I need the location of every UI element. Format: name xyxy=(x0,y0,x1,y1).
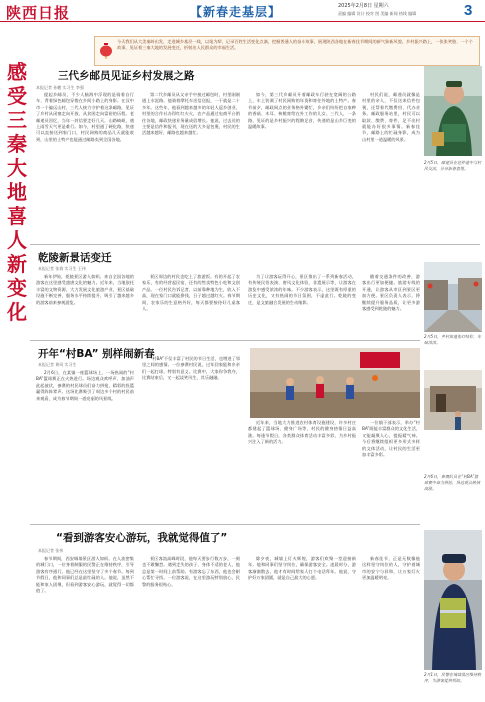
police-officer-photo xyxy=(424,530,482,670)
article2-col3-text: 为了让游客玩得开心，景区推出了一系列新春活动，有传统民俗表演、唐风文化体验、非遗展示等，让游客在游览中感受浓浓的年味。不少游客表示，这里既有厚重的历史文化，又有热闹的节日氛围，不虚此行。乾陵的变迁，是文旅融合发展的生动缩影。 xyxy=(248,274,356,305)
vertical-title-text: 感 受 三 秦 大 地 喜 人 新 变 化 xyxy=(7,60,27,324)
article3-col2 xyxy=(142,356,240,520)
village-street-photo xyxy=(424,262,482,332)
article2-col1-text: 新年伊始，乾陵景区游人如织。来自全国各地的游客在这里感受盛唐文化的魅力。近年来，当地依托丰富的文物资源，大力发展文化旅游产业，景区基础设施不断完善，服务水平持续提升，吸引了越来越多的游客前来参观游览。 xyxy=(36,274,134,305)
article3-photo-caption: 2月6日，参赛队员在“村BA”篮球赛中奋力拼抢，场边观众热情高涨。 xyxy=(424,474,480,491)
article2-col3 xyxy=(248,274,356,338)
basketball-game-image xyxy=(250,348,420,418)
intro-box xyxy=(94,36,480,66)
article4-col2 xyxy=(142,556,240,696)
article3-col2-text: “村BA”不仅丰富了村民的节日生活，也增进了邻里之间的感情。一位参赛村民说，过年回家能和乡亲们一起打球，特别有意义。比赛中，大家你争我夺，比赛结束后，又一起谈笑风生，其乐融融。 xyxy=(142,356,240,381)
section-divider xyxy=(30,340,420,341)
vertical-page-title xyxy=(4,60,30,324)
article2-col4-text: 随着交通条件的改善，游客出行更加便捷。旅游专线的开通，让游客从市区到景区更加方便。景区负责人表示，将继续提升服务品质，让更多游客感受到乾陵的魅力。 xyxy=(362,274,420,312)
article3-byline: 本报记者 黄珂 实习生 xyxy=(38,362,77,367)
article4-headline: “看到游客安心游玩，我就觉得值了” xyxy=(56,532,228,544)
article4-col4 xyxy=(362,556,420,696)
article3-col4 xyxy=(362,420,420,520)
article1-col1 xyxy=(36,92,134,240)
article1-col3-text: 如今，第三代乡邮员开着邮政车行驶在宽阔的公路上，车上装满了村民网购的年货和寄往外地的土特产。春节前夕，邮政网点的业务格外繁忙，乡亲们纷纷把自家种的香菇、木耳、核桃寄给在外工作的儿女。三代人，一条路，见证的是乡村振兴的铿锵足音，传递的是山乡巨变的温暖故事。 xyxy=(248,92,356,130)
article1-col2 xyxy=(142,92,240,240)
article1-photo-caption: 2月5日，邮递员在送件途中与村民交流，分享新春喜悦。 xyxy=(424,160,482,171)
intro-text: 今天我们从大美秦岭出发，走进城乡基层一线，以笔为犁，记录百姓生活变化点滴，挖掘普通人的奋斗故事，展现陕西各地在新春佳节期间的新气象新风貌。乡村振兴路上，一张张笑脸、一个个故事，见证着三秦大地的发展变迁，折射出人民群众的幸福生活。 xyxy=(117,39,473,51)
article2-col2 xyxy=(142,274,240,338)
postman-photo xyxy=(424,66,482,156)
article1-col4 xyxy=(362,92,420,240)
article1-headline: 三代乡邮员见证乡村发展之路 xyxy=(58,70,195,82)
article3-col3-text: 近年来，当地大力推进农村体育设施建设，许多村庄都建起了篮球场、健身广场等，村民的健身热情日益高涨。每逢节假日，各类群众体育活动丰富多彩，为乡村振兴注入了新的活力。 xyxy=(248,420,356,445)
article1-byline: 本报记者 孙鹏 实习生 李强 xyxy=(36,85,84,90)
article4-byline: 本报记者 张伟 xyxy=(38,548,64,553)
page-number: 3 xyxy=(464,2,473,19)
article4-col3-text: 除夕夜，城墙上灯火辉煌，游客们欢聚一堂迎接新年。他和同事们坚守岗位，确保游客安全。凌晨时分，游客渐渐散去，他才有时间给家人打个电话拜年。他说，守护好万家团圆，就是自己最大的心愿。 xyxy=(248,556,356,581)
article3-col1 xyxy=(36,370,134,520)
masthead xyxy=(0,0,485,22)
editor-line: 责编 编辑 设计 校对 图 美编 新闻 热线 编辑 xyxy=(338,11,417,16)
article1-col4-text: 村民们说，邮递员就像是村里的亲人，不仅送来信件包裹，还帮着代缴费用、代办业务。邮政服务站里，村民可以取款、缴费、寄件，足不出村就能办好很多事情。新春佳节，邮路上的忙碌身影，成为山村里一道温暖的风景。 xyxy=(362,92,420,142)
article4-col2-text: 景区客流高峰时段，他每天要步行数万步，一刻也不敢懈怠。遇到走失的孩子、身体不适的老人，他总是第一时间上前帮助。有游客忘了东西，他也会耐心帮忙寻找。一位游客说，在这里游玩特别放心，民警的服务很贴心。 xyxy=(142,556,240,587)
article2-byline: 本报记者 张倩 实习生 王伟 xyxy=(38,266,86,271)
lantern-icon xyxy=(99,43,113,59)
section-title: 【新春走基层】 xyxy=(190,5,282,19)
article3-headline: 开年“村BA” 别样闹新春 xyxy=(38,348,155,360)
article1-col3 xyxy=(248,92,356,240)
article1-col1-text: 提起乡邮员，不少人脑海中浮现的是骑着自行车、背着绿色邮包穿梭在乡间小路上的身影。在汉中市一个偏远山村，三代人接力守护着这条邮路，见证了乡村从闭塞走向开放、从贫困走向富裕的历程。老邮递员回忆，当年一封信要走好几天，山路崎岖，遇上雨雪天气更是难行。如今，村里通了硬化路，快递可以直接送到家门口，村民网购的商品几天就能收到，山里的土特产也能通过邮路卖到全国各地。 xyxy=(36,92,134,142)
article3-col4-text: 一位镇干部表示，举办“村BA”既能丰富群众的文化生活，又能凝聚人心，提振精气神。今后将继续组织更多形式多样的文体活动，让村民的生活更加丰富多彩。 xyxy=(362,420,420,458)
article1-col2-text: 第二代乡邮员从父亲手中接过邮包时，村里刚刚通上水泥路。他骑着摩托车送信送报，一干就是二十多年。这些年，他看到越来越多的年轻人返乡创业，村里的合作社办得红红火火，农产品通过电商平台销往各地，邮政快递业务量成倍增长。他说，过去送的主要是信件和报刊，现在送的大多是包裹，村民的生活越来越好，邮路也越来越忙。 xyxy=(142,92,240,136)
article3-col1-text: 2月6日，在某镇一座篮球场上，一场热闹的“村BA”篮球赛正在火热进行。场边观众欢呼声、加油声此起彼伏，参赛的村民球员们奋力拼抢，精彩的投篮赢得阵阵掌声。这场比赛吸引了周边多个村的村民前来观看，成为春节期间一道亮丽的风景线。 xyxy=(36,370,134,401)
village-photo-caption: 2月5日，乡村街道张灯结彩，年味浓浓。 xyxy=(424,334,482,345)
postman-photo-image xyxy=(424,66,482,156)
street-image xyxy=(424,370,482,430)
article2-headline: 乾陵新景话变迁 xyxy=(38,252,112,264)
section-divider xyxy=(30,244,480,245)
village-street-image xyxy=(424,262,482,332)
basketball-game-photo xyxy=(250,348,420,418)
newspaper-logo: 陕西日报 xyxy=(6,4,71,22)
section-divider xyxy=(30,524,420,525)
article4-col1 xyxy=(36,556,134,696)
street-photo xyxy=(424,370,482,430)
issue-date: 2025年2月8日 星期六 xyxy=(338,3,389,9)
article2-col2-text: 景区周边的村民也吃上了旅游饭。有的开起了农家乐，有的经营起民宿，还有的售卖特色小吃和文创产品。一位村民告诉记者，以前靠种地为生，收入不高，现在家门口就能挣钱，日子越过越红火。春节期间，农家乐的生意格外好，每天都要接待好几桌客人。 xyxy=(142,274,240,312)
article2-col4 xyxy=(362,274,420,338)
article4-col3 xyxy=(248,556,356,696)
article2-col1 xyxy=(36,274,134,338)
article4-photo-caption: 2月1日，民警在城墙景区维持秩序，为游客提供帮助。 xyxy=(424,672,482,683)
article3-col3 xyxy=(248,420,356,520)
article4-col1-text: 春节期间，西安城墙景区游人如织。在人流密集的城门口，一位身着制服的民警正在维持秩序，引导游客有序通行。他已经在这里坚守了多个春节。每到节假日，他和同事们总是最忙碌的人。他说，虽然不能和家人团聚，但看到游客安心游玩，就觉得一切都值了。 xyxy=(36,556,134,594)
article4-col4-text: 新春佳节，正是无数像他这样坚守岗位的人，守护着城市的安宁与祥和，让万家灯火更加温暖明亮。 xyxy=(362,556,420,581)
police-officer-image xyxy=(424,530,482,670)
